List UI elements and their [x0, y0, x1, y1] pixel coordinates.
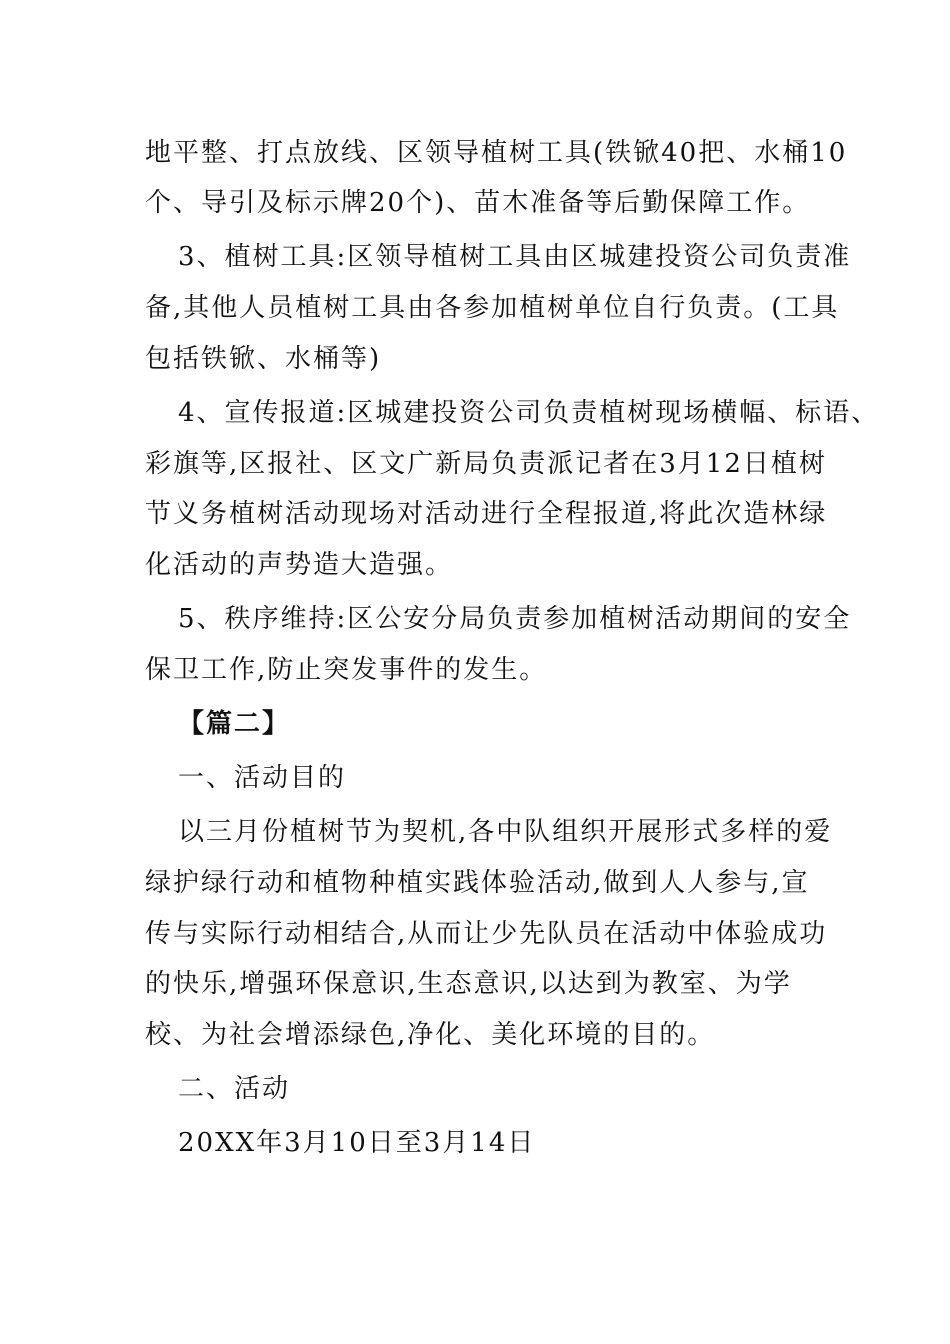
section-item-order: 5、秩序维持:区公安分局负责参加植树活动期间的安全: [178, 604, 852, 634]
body-text-line: 绿护绿行动和植物种植实践体验活动,做到人人参与,宣: [145, 868, 810, 898]
body-text-line: 彩旗等,区报社、区文广新局负责派记者在3月12日植树: [145, 449, 827, 479]
section-item-tools: 3、植树工具:区领导植树工具由区城建投资公司负责准: [178, 242, 852, 272]
body-text-line: 传与实际行动相结合,从而让少先队员在活动中体验成功: [145, 919, 828, 949]
subsection-heading-purpose: 一、活动目的: [178, 763, 347, 793]
body-text-line: 校、为社会增添绿色,净化、美化环境的目的。: [145, 1020, 716, 1050]
body-text-line: 包括铁锨、水桶等): [145, 344, 382, 374]
activity-date: 20XX年3月10日至3月14日: [178, 1128, 536, 1158]
body-text-line: 保卫工作,防止突发事件的发生。: [145, 655, 548, 685]
body-text-line: 的快乐,增强环保意识,生态意识,以达到为教室、为学: [145, 969, 792, 999]
body-text-line: 节义务植树活动现场对活动进行全程报道,将此次造林绿: [145, 499, 828, 529]
body-text-line: 化活动的声势造大造强。: [145, 550, 454, 580]
section-heading: 【篇二】: [178, 709, 291, 739]
body-text-line: 地平整、打点放线、区领导植树工具(铁锨40把、水桶10: [145, 138, 848, 168]
body-text-line: 个、导引及标示牌20个)、苗木准备等后勤保障工作。: [145, 188, 811, 218]
section-item-publicity: 4、宣传报道:区城建投资公司负责植树现场横幅、标语、: [178, 398, 880, 428]
body-text-line: 备,其他人员植树工具由各参加植树单位自行负责。(工具: [145, 293, 840, 323]
body-text-line: 以三月份植树节为契机,各中队组织开展形式多样的爱: [178, 817, 833, 847]
subsection-heading-activity: 二、活动: [178, 1074, 291, 1104]
